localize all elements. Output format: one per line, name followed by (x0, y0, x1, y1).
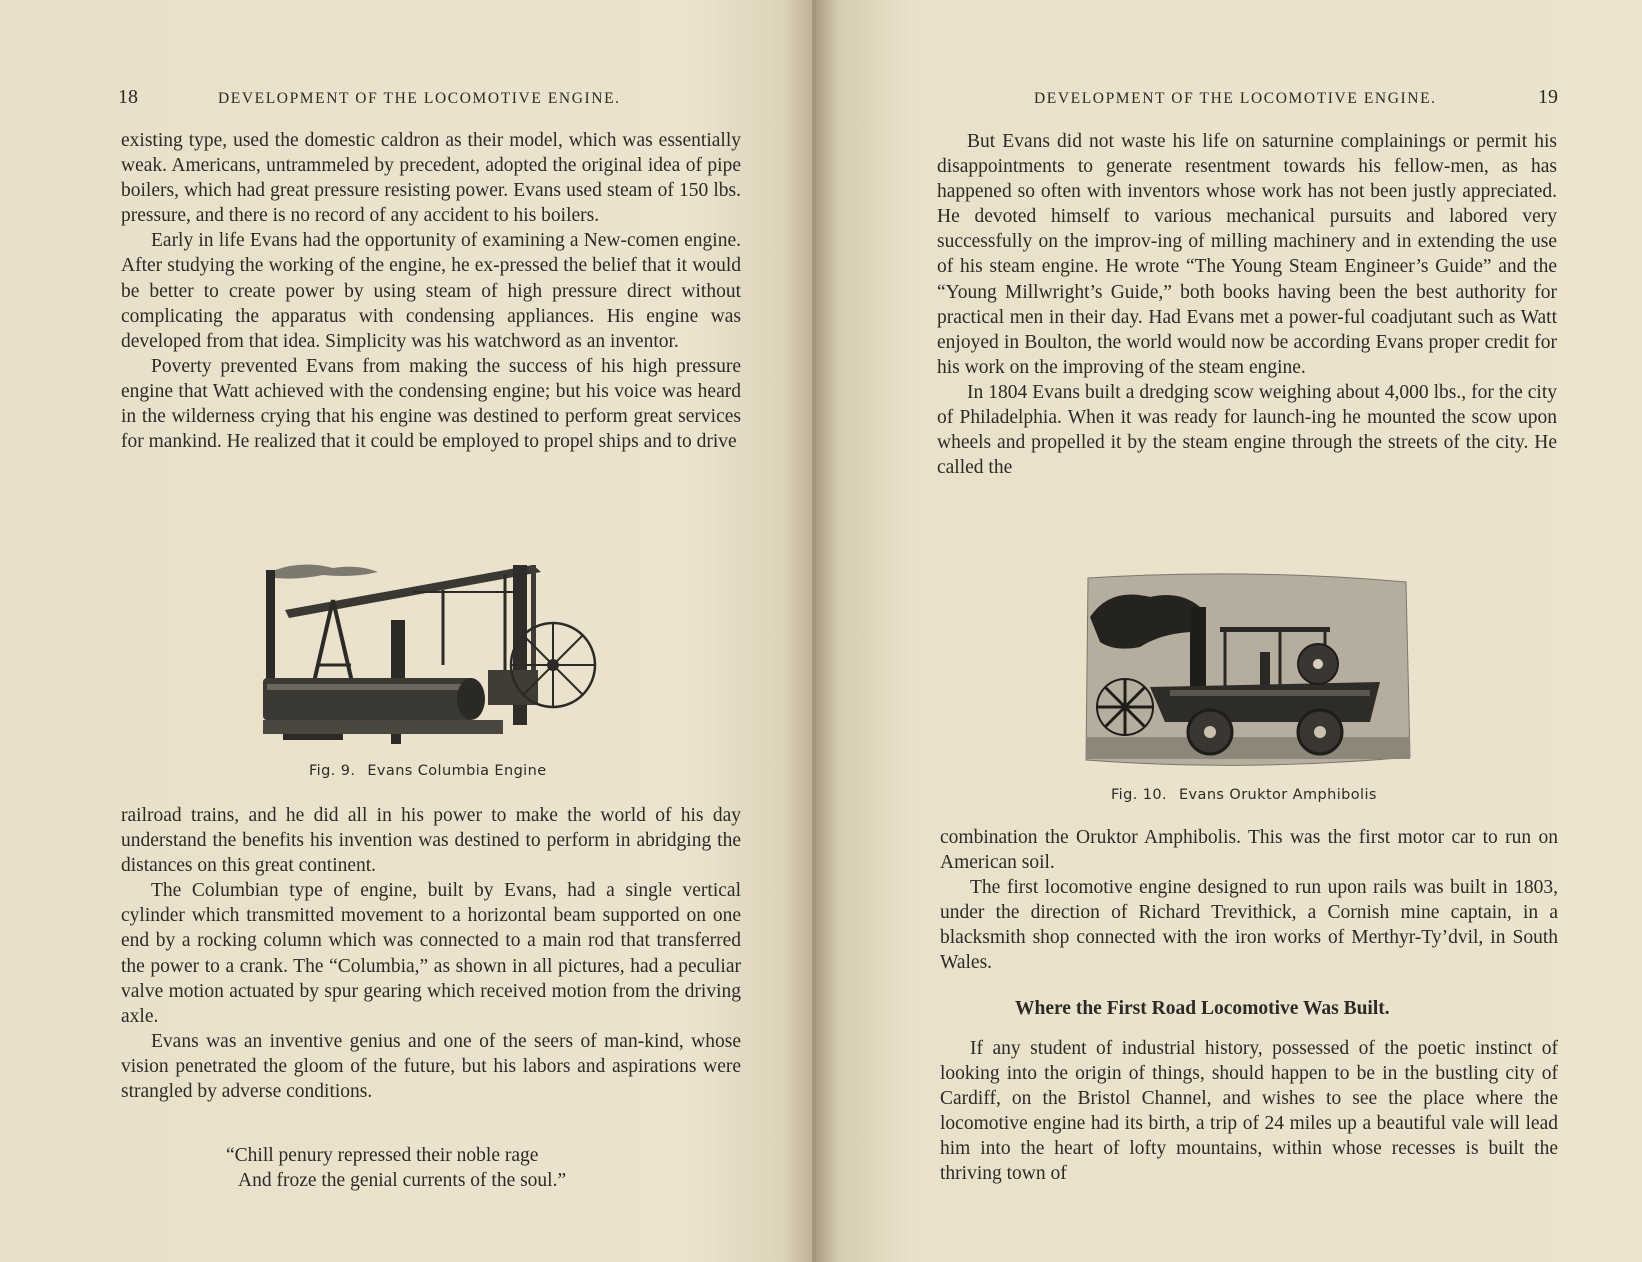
running-head-left: DEVELOPMENT OF THE LOCOMOTIVE ENGINE. (218, 90, 621, 107)
paragraph: railroad trains, and he did all in his power to make the world of his day understand the benefits his invention was destined to perform in abridging the distances on this great continent. (121, 805, 741, 877)
figure-9-title: Evans Columbia Engine (367, 763, 547, 779)
page-number-left: 18 (118, 86, 138, 108)
right-page (816, 0, 1642, 1262)
page-number-right: 19 (1538, 86, 1558, 108)
figure-9-number: Fig. 9. (309, 763, 356, 779)
paragraph: Early in life Evans had the opportunity of examining a New-comen engine. After studying the working of the engine, he ex-pressed the belief that it would be better to create power by using steam of high pressure direct without complicating the apparatus with condensing appliances. His engine was developed from that idea. Simplicity was his watchword as an inventor. (121, 230, 741, 352)
paragraph: The first locomotive engine designed to run upon rails was built in 1803, under the direction of Richard Trevithick, a Cornish mine captain, in a blacksmith shop connected with the iron works of Merthyr-Ty’dvil, in South Wales. (940, 877, 1558, 974)
left-bottom-text (121, 803, 741, 1104)
left-page (0, 0, 816, 1262)
right-middle-text (940, 825, 1558, 976)
quote-line: And froze the genial currents of the soul.” (238, 1170, 567, 1192)
figure-10-image (1080, 572, 1412, 777)
figure-10-number: Fig. 10. (1111, 787, 1167, 803)
right-top-text (937, 129, 1557, 480)
paragraph: But Evans did not waste his life on saturnine complainings or permit his disappointments to generate resentment towards his fellow-men, as has happened so often with inventors whose work has not been justly appreciated. He devoted himself to various mechanical pursuits and labored very successfully on the improv-ing of milling machinery and in extending the use of his steam engine. He wrote “The Young Steam Engineer’s Guide” and the “Young Millwright’s Guide,” both books having been the best authority for practical men in their day. Had Evans met a power-ful coadjutant such as Watt enjoyed in Boulton, the world would now be according Evans proper credit for his work on the improving of the steam engine. (937, 131, 1557, 378)
right-bottom-text (940, 1036, 1558, 1187)
figure-9-caption (309, 763, 547, 779)
poem-quote (226, 1143, 566, 1193)
left-top-text (121, 128, 741, 454)
paragraph: In 1804 Evans built a dredging scow weighing about 4,000 lbs., for the city of Philadelphia. When it was ready for launch-ing he mounted the scow upon wheels and propelled it by the steam engine through the streets of the city. He called the (937, 381, 1557, 479)
figure-10-caption (1111, 787, 1377, 803)
paragraph: combination the Oruktor Amphibolis. This was the first motor car to run on American soil. (940, 827, 1558, 874)
running-head-right: DEVELOPMENT OF THE LOCOMOTIVE ENGINE. (1034, 90, 1437, 107)
paragraph: Poverty prevented Evans from making the success of his high pressure engine that Watt achieved with the condensing engine; but his voice was heard in the wilderness crying that his engine was destined to perform great services for mankind. He realized that it could be employed to propel ships and to drive (121, 355, 741, 453)
section-heading: Where the First Road Locomotive Was Built. (1015, 998, 1390, 1019)
paragraph: If any student of industrial history, possessed of the poetic instinct of looking into the origin of things, should happen to be in the bustling city of Cardiff, on the Bristol Channel, and wishes to see the place where the locomotive engine had its birth, a trip of 24 miles up a beautiful vale will lead him into the heart of lofty mountains, within whose recesses is built the thriving town of (940, 1038, 1558, 1185)
quote-line: “Chill penury repressed their noble rage (226, 1145, 539, 1166)
figure-10-title: Evans Oruktor Amphibolis (1179, 787, 1377, 803)
paragraph: existing type, used the domestic caldron as their model, which was essentially weak. Americans, untrammeled by precedent, adopted the original idea of pipe boilers, which had great pressure resisting power. Evans used steam of 150 lbs. pressure, and there is no record of any accident to his boilers. (121, 130, 741, 227)
figure-9-image (263, 560, 601, 750)
paragraph: The Columbian type of engine, built by Evans, had a single vertical cylinder which transmitted movement to a horizontal beam supported on one end by a rocking column which was connected to a main rod that transferred the power to a crank. The “Columbia,” as shown in all pictures, had a peculiar valve motion actuated by spur gearing which received motion from the driving axle. (121, 880, 741, 1027)
paragraph: Evans was an inventive genius and one of the seers of man-kind, whose vision penetrated the gloom of the future, but his labors and aspirations were strangled by adverse conditions. (121, 1030, 741, 1103)
